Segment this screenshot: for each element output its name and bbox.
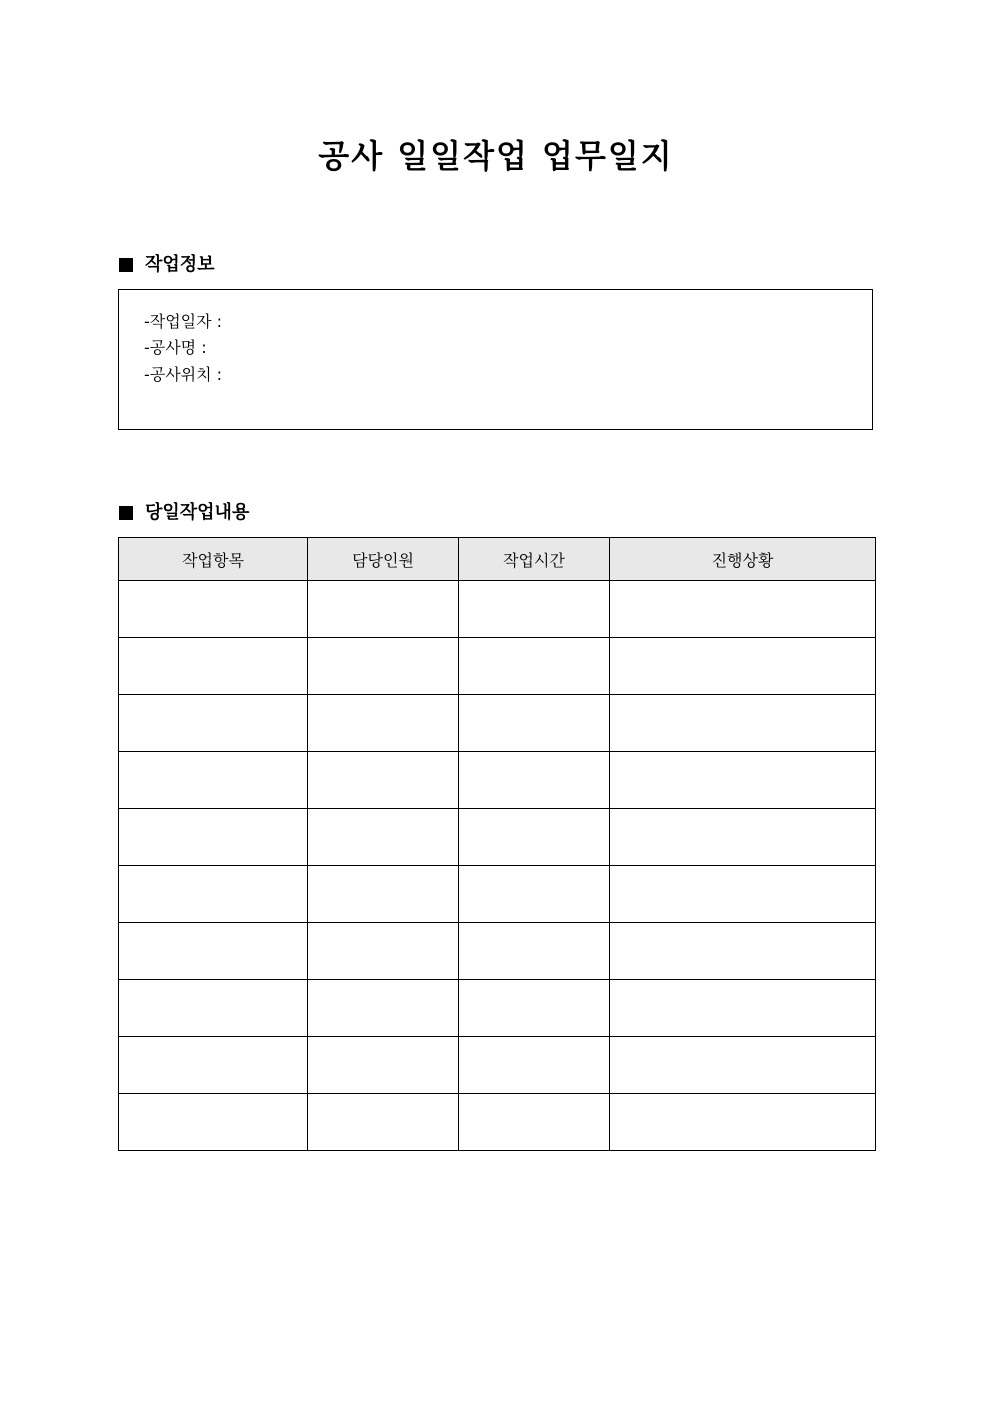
personnel-cell[interactable] <box>308 1037 459 1094</box>
table-header-row <box>119 538 876 581</box>
table-row <box>119 581 876 638</box>
work-item-cell[interactable] <box>119 1037 308 1094</box>
daily-work-table <box>118 537 876 1151</box>
section-heading-work-info <box>119 252 215 278</box>
progress-cell[interactable] <box>610 866 876 923</box>
square-bullet-icon <box>119 258 133 272</box>
personnel-cell[interactable] <box>308 866 459 923</box>
personnel-cell[interactable] <box>308 638 459 695</box>
work-info-box <box>118 289 873 430</box>
progress-cell[interactable] <box>610 638 876 695</box>
table-row <box>119 752 876 809</box>
personnel-cell[interactable] <box>308 752 459 809</box>
table-row <box>119 695 876 752</box>
work-time-cell[interactable] <box>459 923 610 980</box>
work-time-cell[interactable] <box>459 1037 610 1094</box>
progress-cell[interactable] <box>610 1037 876 1094</box>
table-row <box>119 638 876 695</box>
personnel-cell[interactable] <box>308 581 459 638</box>
progress-cell[interactable] <box>610 923 876 980</box>
personnel-cell[interactable] <box>308 809 459 866</box>
progress-cell[interactable] <box>610 1094 876 1151</box>
progress-cell[interactable] <box>610 809 876 866</box>
work-item-cell[interactable] <box>119 866 308 923</box>
progress-cell[interactable] <box>610 581 876 638</box>
work-time-cell[interactable] <box>459 638 610 695</box>
project-location-field[interactable]: -공사위치 : <box>144 365 223 384</box>
table-row <box>119 809 876 866</box>
section-heading-daily-work <box>119 500 249 526</box>
personnel-cell[interactable] <box>308 695 459 752</box>
column-header-work-item: 작업항목 <box>119 538 308 581</box>
square-bullet-icon <box>119 506 133 520</box>
column-header-personnel: 담당인원 <box>308 538 459 581</box>
work-time-cell[interactable] <box>459 809 610 866</box>
work-item-cell[interactable] <box>119 695 308 752</box>
section-heading-label: 당일작업내용 <box>145 502 250 523</box>
work-time-cell[interactable] <box>459 752 610 809</box>
progress-cell[interactable] <box>610 695 876 752</box>
personnel-cell[interactable] <box>308 980 459 1037</box>
section-heading-label: 작업정보 <box>145 254 215 275</box>
work-item-cell[interactable] <box>119 638 308 695</box>
work-item-cell[interactable] <box>119 980 308 1037</box>
table-row <box>119 1094 876 1151</box>
work-time-cell[interactable] <box>459 980 610 1037</box>
work-time-cell[interactable] <box>459 866 610 923</box>
work-item-cell[interactable] <box>119 923 308 980</box>
work-date-field[interactable]: -작업일자 : <box>144 312 223 331</box>
personnel-cell[interactable] <box>308 923 459 980</box>
table-row <box>119 1037 876 1094</box>
progress-cell[interactable] <box>610 980 876 1037</box>
work-item-cell[interactable] <box>119 809 308 866</box>
table-row <box>119 980 876 1037</box>
column-header-progress: 진행상황 <box>610 538 876 581</box>
work-item-cell[interactable] <box>119 1094 308 1151</box>
progress-cell[interactable] <box>610 752 876 809</box>
table-row <box>119 923 876 980</box>
column-header-work-time: 작업시간 <box>459 538 610 581</box>
personnel-cell[interactable] <box>308 1094 459 1151</box>
work-item-cell[interactable] <box>119 752 308 809</box>
work-item-cell[interactable] <box>119 581 308 638</box>
work-time-cell[interactable] <box>459 581 610 638</box>
work-time-cell[interactable] <box>459 1094 610 1151</box>
document-title: 공사 일일작업 업무일지 <box>318 137 674 175</box>
table-row <box>119 866 876 923</box>
work-time-cell[interactable] <box>459 695 610 752</box>
project-name-field[interactable]: -공사명 : <box>144 338 207 357</box>
